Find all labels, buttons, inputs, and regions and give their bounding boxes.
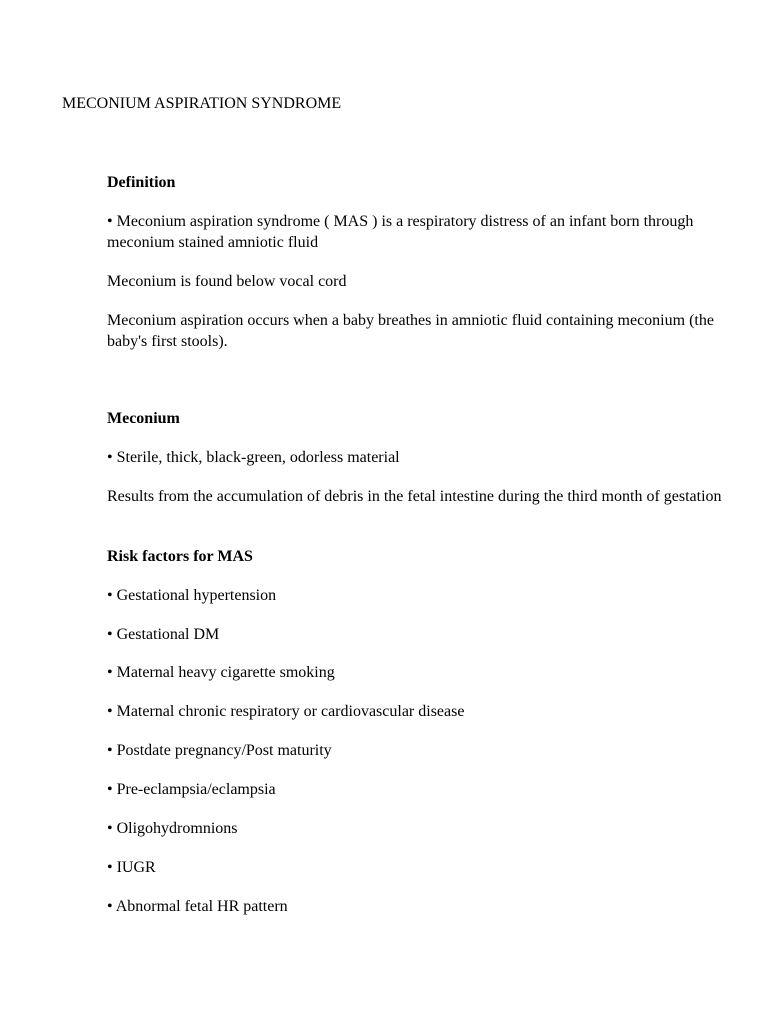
risk-factor-item: • Gestational hypertension [107, 587, 277, 604]
risk-factor-item: • Maternal chronic respiratory or cardiovascular disease [107, 703, 465, 720]
risk-factor-item: • IUGR [107, 859, 156, 876]
risk-factor-item: • Abnormal fetal HR pattern [107, 898, 288, 915]
risk-factors-heading: Risk factors for MAS [107, 548, 253, 565]
risk-factor-item: • Oligohydromnions [107, 820, 238, 837]
definition-bullet: • Meconium aspiration syndrome ( MAS ) is a respiratory distress of an infant born through meconium stained amniotic fluid [107, 213, 694, 251]
meconium-heading: Meconium [107, 410, 180, 427]
risk-factor-item: • Postdate pregnancy/Post maturity [107, 742, 332, 759]
meconium-accumulation-paragraph: Results from the accumulation of debris in the fetal intestine during the third month of gestation [107, 488, 722, 505]
definition-vocal-cord-line: Meconium is found below vocal cord [107, 273, 347, 290]
risk-factor-item: • Maternal heavy cigarette smoking [107, 664, 335, 681]
definition-aspiration-paragraph: Meconium aspiration occurs when a baby breathes in amniotic fluid containing meconium (the baby's first stools). [107, 312, 714, 350]
risk-factor-item: • Pre-eclampsia/eclampsia [107, 781, 276, 798]
risk-factor-item: • Gestational DM [107, 626, 220, 643]
definition-heading: Definition [107, 174, 176, 191]
document-title: MECONIUM ASPIRATION SYNDROME [62, 95, 342, 112]
meconium-bullet: • Sterile, thick, black-green, odorless material [107, 449, 400, 466]
